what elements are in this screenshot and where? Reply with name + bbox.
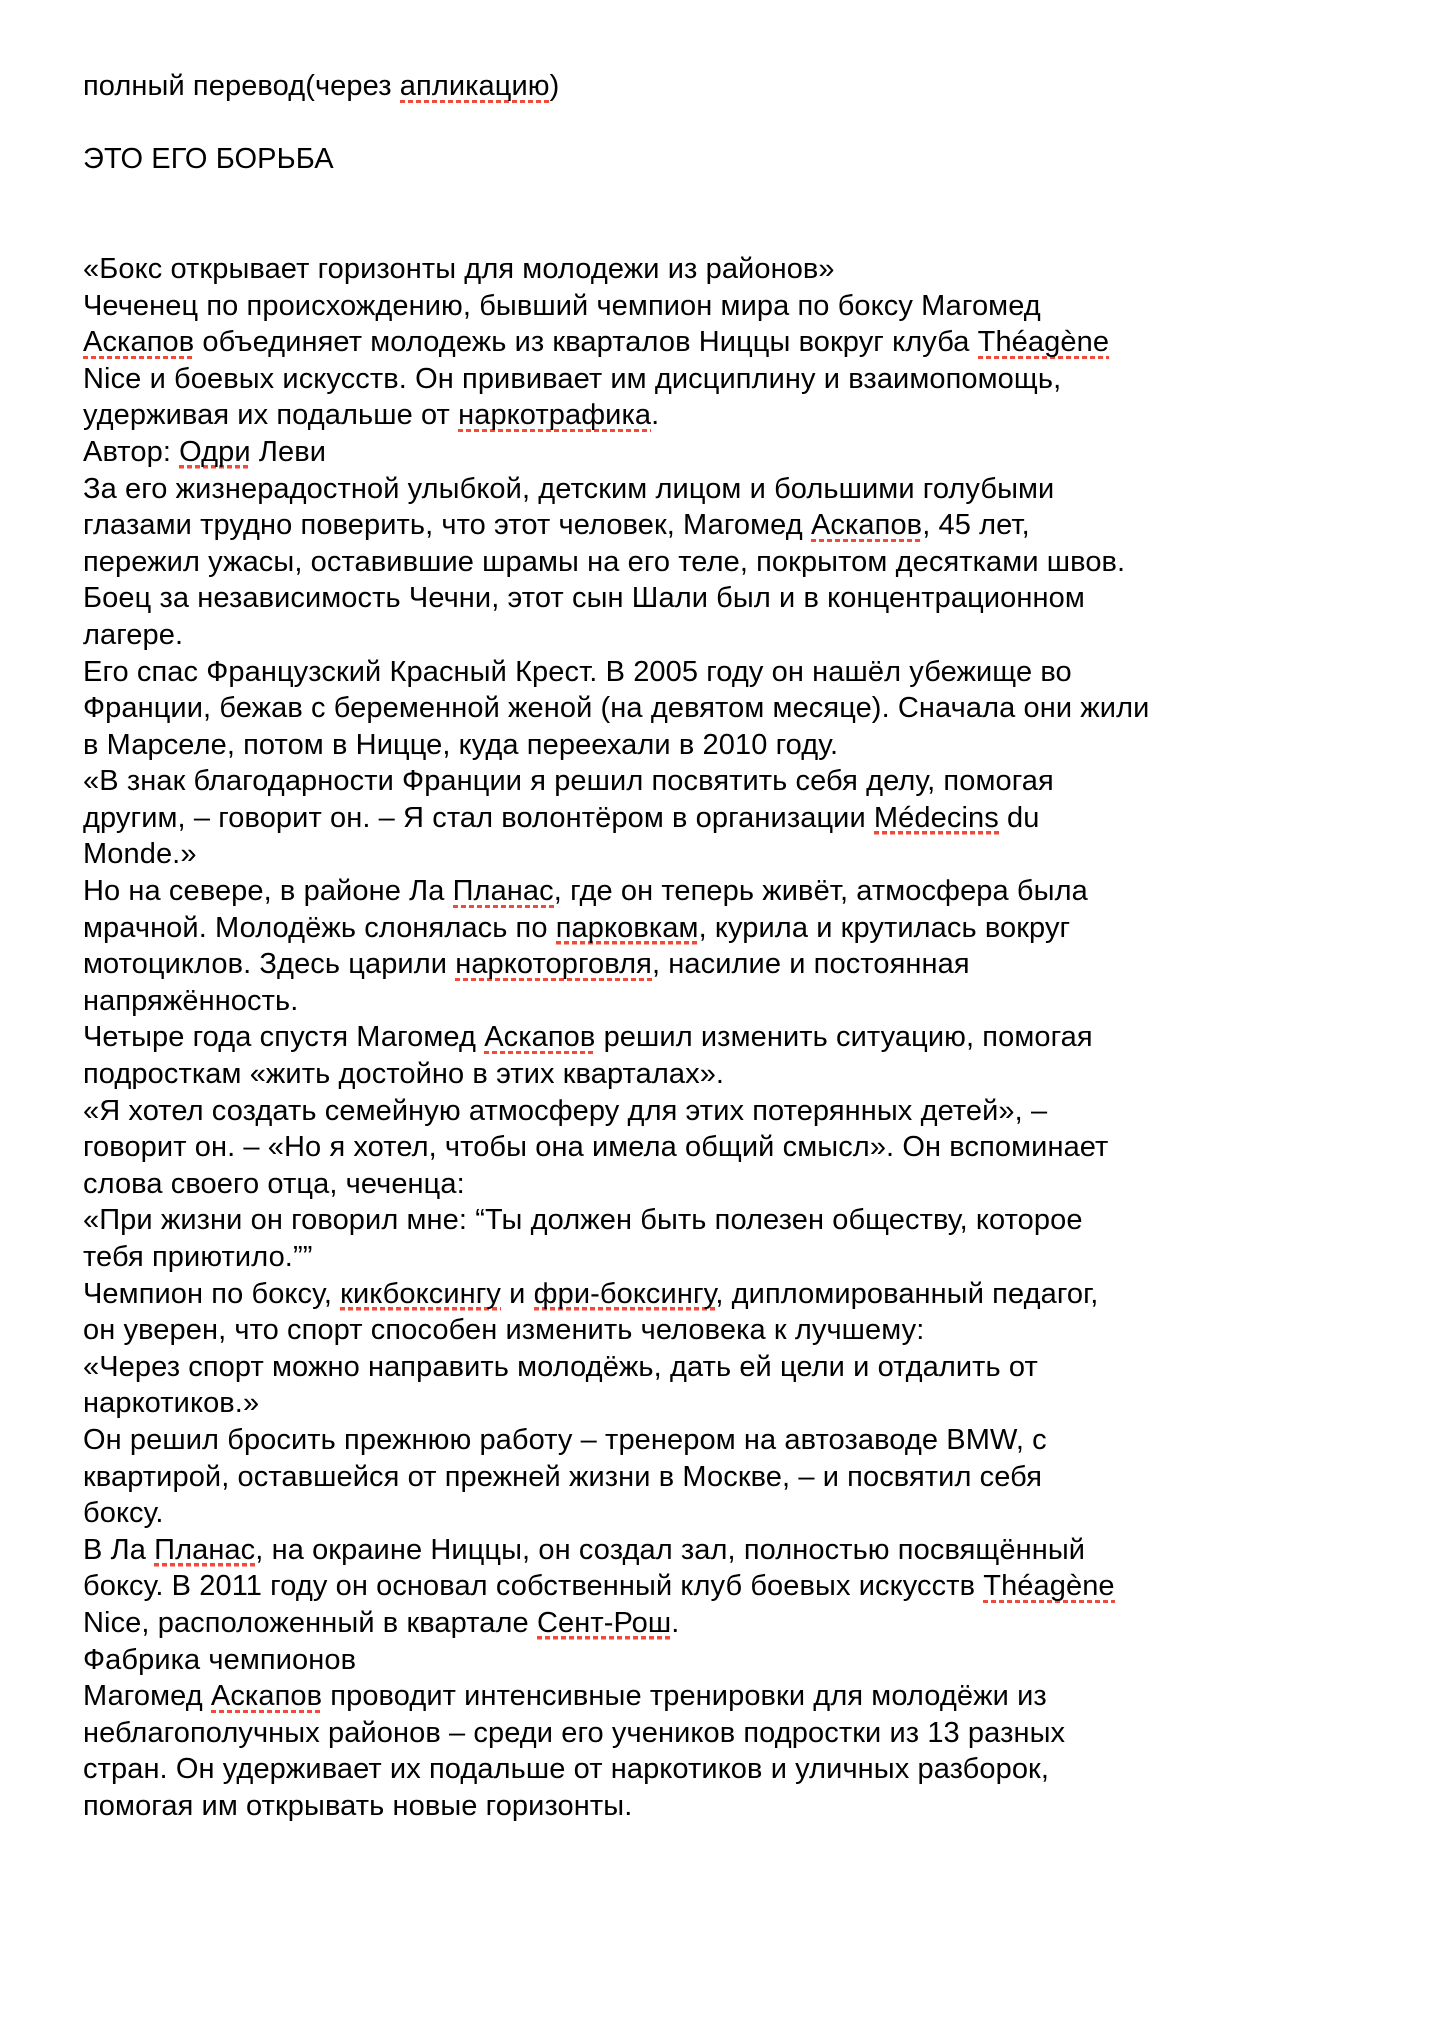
text-line xyxy=(83,434,1374,471)
text-line xyxy=(83,68,1374,105)
misspelled-word[interactable]: Théagène xyxy=(983,1570,1115,1603)
text-line xyxy=(83,471,1374,508)
text-line xyxy=(83,836,1374,873)
misspelled-word[interactable]: Аскапов xyxy=(83,326,195,359)
text-line xyxy=(83,141,1374,178)
blank-line xyxy=(83,105,1374,142)
text-line xyxy=(83,1093,1374,1130)
text-segment: Чемпион по боксу, xyxy=(83,1277,341,1310)
text-segment: лагере. xyxy=(83,618,184,651)
text-segment: , насилие и постоянная xyxy=(651,948,970,981)
text-line xyxy=(83,690,1374,727)
text-segment: . xyxy=(671,1606,680,1639)
text-line xyxy=(83,1568,1374,1605)
text-line xyxy=(83,580,1374,617)
text-segment: Автор: xyxy=(83,435,180,468)
misspelled-word[interactable]: парковкам xyxy=(555,911,699,944)
misspelled-word[interactable]: фри-боксингу xyxy=(533,1277,716,1310)
text-line xyxy=(83,1715,1374,1752)
misspelled-word[interactable]: Сент-Рош xyxy=(536,1606,672,1639)
misspelled-word[interactable]: Médecins xyxy=(873,801,999,834)
text-segment: Nice, расположенный в квартале xyxy=(83,1606,537,1639)
misspelled-word[interactable]: наркоторговля xyxy=(455,948,652,981)
text-segment: Четыре года спустя Магомед xyxy=(83,1021,485,1054)
text-segment: «В знак благодарности Франции я решил посвятить себя делу, помогая xyxy=(83,765,1054,798)
text-line xyxy=(83,1202,1374,1239)
text-segment: подросткам «жить достойно в этих кварталах». xyxy=(83,1058,725,1091)
document-body xyxy=(83,68,1374,1825)
text-line xyxy=(83,1495,1374,1532)
text-line xyxy=(83,617,1374,654)
text-segment: квартирой, оставшейся от прежней жизни в Москве, – и посвятил себя xyxy=(83,1460,1043,1493)
text-line xyxy=(83,800,1374,837)
text-segment: боксу. В 2011 году он основал собственный клуб боевых искусств xyxy=(83,1570,984,1603)
text-segment: Monde.» xyxy=(83,838,197,871)
text-line xyxy=(83,1642,1374,1679)
text-line xyxy=(83,1349,1374,1386)
misspelled-word[interactable]: Планас xyxy=(452,875,554,908)
misspelled-word[interactable]: Планас xyxy=(154,1533,256,1566)
text-segment: «Через спорт можно направить молодёжь, дать ей цели и отдалить от xyxy=(83,1350,1038,1383)
text-line xyxy=(83,983,1374,1020)
text-line xyxy=(83,1459,1374,1496)
text-line xyxy=(83,361,1374,398)
text-line xyxy=(83,1312,1374,1349)
text-line xyxy=(83,288,1374,325)
text-segment: помогая им открывать новые горизонты. xyxy=(83,1789,633,1822)
misspelled-word[interactable]: Аскапов xyxy=(484,1021,596,1054)
text-line xyxy=(83,910,1374,947)
text-segment: , дипломированный педагог, xyxy=(715,1277,1099,1310)
text-line xyxy=(83,1751,1374,1788)
text-segment: du xyxy=(998,801,1040,834)
text-line xyxy=(83,397,1374,434)
text-segment: пережил ужасы, оставившие шрамы на его теле, покрытом десятками швов. xyxy=(83,545,1126,578)
text-line xyxy=(83,946,1374,983)
text-segment: напряжённость. xyxy=(83,984,299,1017)
text-line xyxy=(83,1788,1374,1825)
text-segment: наркотиков.» xyxy=(83,1387,260,1420)
text-segment: Он решил бросить прежнюю работу – тренером на автозаводе BMW, с xyxy=(83,1423,1047,1456)
text-segment: слова своего отца, чеченца: xyxy=(83,1167,465,1200)
text-line xyxy=(83,873,1374,910)
text-segment: глазами трудно поверить, что этот человек, Магомед xyxy=(83,509,811,542)
text-segment: Nice и боевых искусств. Он прививает им дисциплину и взаимопомощь, xyxy=(83,362,1062,395)
text-line xyxy=(83,1166,1374,1203)
text-segment: Но на севере, в районе Ла xyxy=(83,875,453,908)
text-line xyxy=(83,727,1374,764)
text-segment: и xyxy=(501,1277,534,1310)
text-segment: другим, – говорит он. – Я стал волонтёром в организации xyxy=(83,801,874,834)
text-line xyxy=(83,1532,1374,1569)
text-segment: полный перевод(через xyxy=(83,70,400,102)
blank-line xyxy=(83,178,1374,215)
text-segment: Его спас Французский Красный Крест. В 2005 году он нашёл убежище во xyxy=(83,655,1072,688)
text-segment: в Марселе, потом в Ницце, куда переехали в 2010 году. xyxy=(83,728,839,761)
text-segment: Франции, бежав с беременной женой (на девятом месяце). Сначала они жили xyxy=(83,692,1150,725)
text-line xyxy=(83,1239,1374,1276)
text-line xyxy=(83,507,1374,544)
blank-line xyxy=(83,214,1374,251)
text-segment: тебя приютило.”” xyxy=(83,1241,313,1273)
text-segment: удерживая их подальше от xyxy=(83,399,459,432)
misspelled-word[interactable]: Аскапов xyxy=(210,1680,323,1713)
text-line xyxy=(83,251,1374,288)
text-segment: мрачной. Молодёжь слонялась по xyxy=(83,911,556,944)
text-line xyxy=(83,324,1374,361)
text-line xyxy=(83,1129,1374,1166)
misspelled-word[interactable]: Аскапов xyxy=(810,509,923,542)
text-line xyxy=(83,1605,1374,1642)
text-segment: Чеченец по происхождению, бывший чемпион мира по боксу Магомед xyxy=(83,289,1041,322)
text-segment: мотоциклов. Здесь царили xyxy=(83,948,456,981)
text-segment: боксу. xyxy=(83,1497,164,1530)
text-line xyxy=(83,1422,1374,1459)
text-line xyxy=(83,1385,1374,1422)
text-segment: «Я хотел создать семейную атмосферу для этих потерянных детей», – xyxy=(83,1094,1048,1127)
text-segment: В Ла xyxy=(83,1533,155,1566)
text-segment: неблагополучных районов – среди его учеников подростки из 13 разных xyxy=(83,1716,1066,1749)
text-segment: объединяет молодежь из кварталов Ниццы вокруг клуба xyxy=(194,326,978,359)
text-line xyxy=(83,1276,1374,1313)
text-segment: он уверен, что спорт способен изменить человека к лучшему: xyxy=(83,1314,925,1347)
text-line xyxy=(83,1019,1374,1056)
text-segment: Боец за независимость Чечни, этот сын Шали был и в концентрационном xyxy=(83,582,1085,615)
text-line xyxy=(83,544,1374,581)
text-segment: «Бокс открывает горизонты для молодежи из районов» xyxy=(83,252,835,285)
text-segment: , на окраине Ниццы, он создал зал, полностью посвящённый xyxy=(255,1533,1086,1566)
text-segment: ЭТО ЕГО БОРЬБА xyxy=(83,143,334,176)
text-segment: говорит он. – «Но я хотел, чтобы она имела общий смысл». Он вспоминает xyxy=(83,1131,1109,1164)
misspelled-word[interactable]: апликацию xyxy=(399,70,550,102)
misspelled-word[interactable]: наркотрафика xyxy=(458,399,652,432)
text-segment: Магомед xyxy=(83,1680,211,1713)
text-segment: ) xyxy=(549,70,560,102)
text-segment: Фабрика чемпионов xyxy=(83,1643,357,1676)
text-segment: За его жизнерадостной улыбкой, детским лицом и большими голубыми xyxy=(83,472,1055,505)
text-segment: , 45 лет, xyxy=(922,509,1030,542)
text-segment: «При жизни он говорил мне: “Ты должен быть полезен обществу, которое xyxy=(83,1204,1083,1237)
text-line xyxy=(83,654,1374,691)
text-segment: проводит интенсивные тренировки для молодёжи из xyxy=(322,1680,1047,1713)
misspelled-word[interactable]: кикбоксингу xyxy=(340,1277,502,1310)
text-segment: Леви xyxy=(250,435,327,468)
text-segment: . xyxy=(651,399,660,432)
misspelled-word[interactable]: Théagène xyxy=(977,326,1110,359)
text-line xyxy=(83,763,1374,800)
text-segment: решил изменить ситуацию, помогая xyxy=(595,1021,1093,1054)
text-line xyxy=(83,1678,1374,1715)
text-segment: стран. Он удерживает их подальше от наркотиков и уличных разборок, xyxy=(83,1753,1050,1786)
text-line xyxy=(83,1056,1374,1093)
text-segment: , курила и крутилась вокруг xyxy=(698,911,1071,944)
text-segment: , где он теперь живёт, атмосфера была xyxy=(553,875,1088,908)
misspelled-word[interactable]: Одри xyxy=(179,435,251,468)
